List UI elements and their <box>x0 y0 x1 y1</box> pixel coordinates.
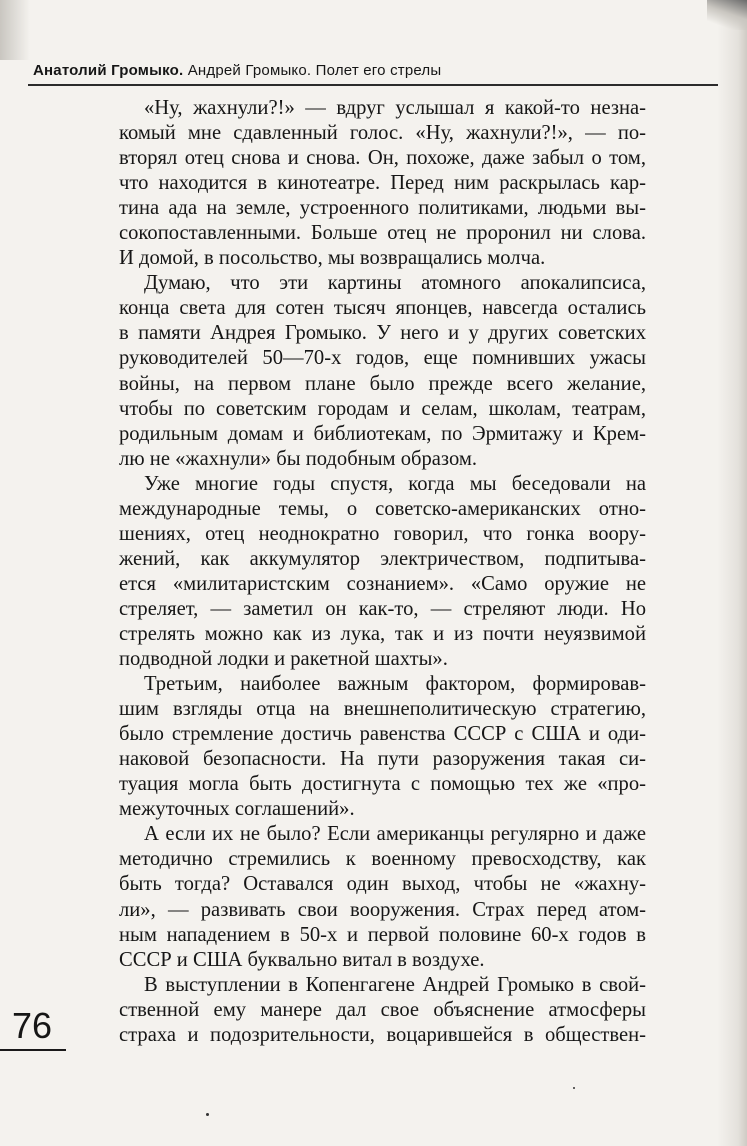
text-line: методично стремились к военному превосходству, как <box>119 848 646 871</box>
text-line: шим взгляды отца на внешнеполитическую стратегию, <box>119 698 646 721</box>
page-number: 76 <box>12 1005 53 1046</box>
text-line: межуточных соглашений». <box>119 798 355 821</box>
text-line: туация могла быть достигнута с помощью тех же «про- <box>119 773 646 796</box>
text-line: конца света для сотен тысяч японцев, навсегда остались <box>119 297 646 320</box>
text-line: было стремление достичь равенства СССР с США и оди- <box>119 723 646 746</box>
text-line: быть тогда? Оставался один выход, чтобы не «жаxну- <box>119 873 646 896</box>
text-line: шениях, отец неоднократно говорил, что гонка воору- <box>119 522 646 545</box>
paragraph <box>119 822 646 972</box>
text-line: Думаю, что эти картины атомного апокалипсиса, <box>144 272 646 295</box>
text-line: чтобы по советским городам и селам, школам, театрам, <box>119 397 646 420</box>
text-line: ственной ему манере дал свое объяснение атмосферы <box>119 998 646 1021</box>
running-head-title: Андрей Громыко. Полет его стрелы <box>187 62 442 79</box>
text-line: А если их не было? Если американцы регулярно и даже <box>144 823 646 846</box>
paragraph <box>119 472 646 672</box>
text-line: наковой безопасности. На пути разоружения такая си- <box>119 748 646 771</box>
paragraph <box>119 672 646 822</box>
text-line: ным нападением в 50-х и первой половине 60-х годов в <box>119 923 646 946</box>
text-line: Уже многие годы спустя, когда мы беседовали на <box>144 472 646 495</box>
text-line: сокопоставленными. Больше отец не проронил ни слова. <box>119 222 646 245</box>
body-text <box>119 96 646 1048</box>
text-line: войны, на первом плане было прежде всего желание, <box>119 372 646 395</box>
text-line: СССР и США буквально витал в воздухе. <box>119 948 485 971</box>
page-number-rule <box>0 1049 66 1051</box>
text-line: жений, как аккумулятор электричеством, подпитыва- <box>119 547 646 570</box>
text-line: страха и подозрительности, воцарившейся в обществен- <box>119 1023 646 1046</box>
text-line: ли», — развивать свои вооружения. Страх перед атом- <box>119 898 646 921</box>
scan-speck <box>206 1113 209 1116</box>
text-line: Третьим, наиболее важным фактором, формировав- <box>144 673 646 696</box>
text-line: стреляет, — заметил он как-то, — стреляют люди. Но <box>119 597 646 620</box>
text-line: подводной лодки и ракетной шахты». <box>119 648 448 671</box>
paragraph <box>119 271 646 471</box>
scan-speck <box>573 1087 575 1089</box>
paragraph <box>119 973 646 1048</box>
text-line: родильным домам и библиотекам, по Эрмитажу и Крем- <box>119 422 646 445</box>
text-line: лю не «жахнули» бы подобным образом. <box>119 447 478 470</box>
text-line: тина ада на земле, устроенного политиками, людьми вы- <box>119 197 646 220</box>
text-line: ется «милитаристским сознанием». «Само оружие не <box>119 572 646 595</box>
header-rule <box>28 84 718 86</box>
text-line: вторял отец снова и снова. Он, похоже, даже забыл о том, <box>119 147 646 170</box>
text-line: «Ну, жахнули?!» — вдруг услышал я какой-то незна- <box>144 97 646 119</box>
scan-shadow-right <box>717 0 747 1146</box>
text-line: руководителей 50—70-х годов, еще помнивших ужасы <box>119 347 646 370</box>
running-head <box>33 62 441 79</box>
text-line: комый мне сдавленный голос. «Ну, жахнули?!», — по- <box>119 122 646 145</box>
text-line: в памяти Андрея Громыко. У него и у других советских <box>119 322 646 345</box>
scan-shadow-left <box>0 0 30 60</box>
text-line: что находится в кинотеатре. Перед ним раскрылась кар- <box>119 172 646 195</box>
text-line: И домой, в посольство, мы возвращались молча. <box>119 247 546 270</box>
text-line: В выступлении в Копенгагене Андрей Громыко в свой- <box>144 973 646 996</box>
paragraph <box>119 96 646 271</box>
scan-corner-shadow <box>707 0 747 30</box>
running-head-author: Анатолий Громыко. <box>33 62 184 79</box>
text-line: стрелять можно как из лука, так и из почти неуязвимой <box>119 622 646 645</box>
text-line: международные темы, о советско-американских отно- <box>119 497 646 520</box>
